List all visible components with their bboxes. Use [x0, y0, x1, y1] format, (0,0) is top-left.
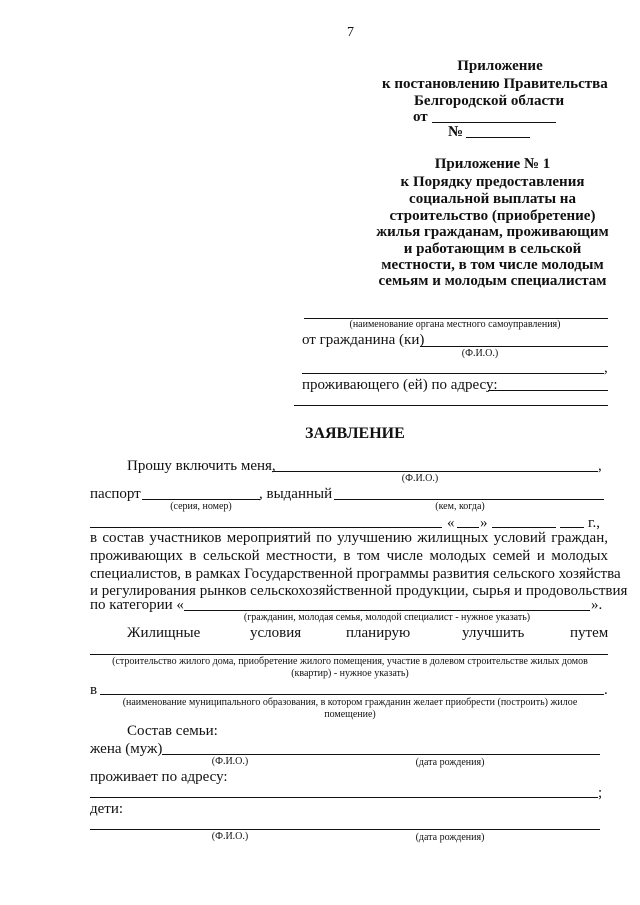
- period: .: [604, 682, 608, 698]
- address-label: проживающего (ей) по адресу:: [302, 377, 498, 393]
- address-line-2: [294, 405, 608, 406]
- paragraph-line: проживающих в сельской местности, в том числе молодых семей и молодых: [90, 548, 608, 564]
- appendix1-line: Приложение № 1: [434, 156, 551, 172]
- issuer-caption: (кем, когда): [435, 501, 485, 512]
- municipality-line: [100, 694, 604, 695]
- request-text: Прошу включить меня,: [127, 458, 276, 474]
- org-name-caption: (наименование органа местного самоуправления): [349, 319, 561, 330]
- appendix-line: Белгородской области: [414, 93, 565, 109]
- method-caption: (строительство жилого дома, приобретение жилого помещения, участие в долевом строительстве жилых домов: [112, 656, 588, 667]
- housing-word: путем: [570, 625, 609, 641]
- appendix-number-line: [466, 137, 530, 138]
- appendix1-line: и работающим в сельской: [403, 241, 582, 257]
- comma: ,: [598, 458, 602, 474]
- family-title: Состав семьи:: [127, 723, 218, 739]
- child-fio-caption: (Ф.И.О.): [211, 831, 249, 842]
- spouse-address-line: [90, 797, 598, 798]
- children-line: [90, 829, 600, 830]
- date-open-quote: «: [447, 515, 455, 531]
- fio-continuation-line: [302, 373, 604, 374]
- issued-label: , выданный: [259, 486, 333, 502]
- appendix-number-label: №: [448, 124, 464, 140]
- child-birth-caption: (дата рождения): [415, 832, 485, 843]
- appendix1-line: строительство (приобретение): [389, 208, 596, 224]
- housing-word: планирую: [346, 625, 411, 641]
- appendix-line: к постановлению Правительства: [382, 76, 608, 92]
- paragraph-line: и регулирования рынков сельскохозяйственной продукции, сырья и продовольствия: [90, 583, 628, 599]
- appendix1-line: местности, в том числе молодым: [381, 257, 604, 273]
- category-line: [184, 610, 590, 611]
- category-end: ».: [591, 597, 603, 613]
- issuer-line: [334, 499, 604, 500]
- from-citizen-label: от гражданина (ки): [302, 332, 425, 348]
- housing-word: улучшить: [462, 625, 525, 641]
- semicolon: ;: [598, 785, 603, 801]
- day-line: [457, 527, 479, 528]
- category-caption: (гражданин, молодая семья, молодой специалист - нужное указать): [243, 612, 531, 623]
- category-label: по категории «: [90, 597, 184, 613]
- comma: ,: [604, 360, 608, 376]
- appendix-title: Приложение: [457, 58, 543, 74]
- month-line: [492, 527, 556, 528]
- spouse-birth-caption: (дата рождения): [415, 757, 485, 768]
- spouse-fio-caption: (Ф.И.О.): [211, 756, 249, 767]
- appendix1-line: к Порядку предоставления: [400, 174, 585, 190]
- year-suffix: г.,: [588, 515, 600, 531]
- spouse-label: жена (муж): [90, 741, 163, 757]
- document-title: ЗАЯВЛЕНИЕ: [305, 425, 405, 442]
- municipality-caption: (наименование муниципального образования, в котором гражданин желает приобрести (построить) жилое: [122, 697, 578, 708]
- page-number: 7: [347, 25, 354, 40]
- appendix1-line: жилья гражданам, проживающим: [376, 224, 609, 240]
- applicant-fio-line: [272, 471, 598, 472]
- housing-word: Жилищные: [127, 625, 201, 641]
- passport-number-line: [142, 499, 260, 500]
- appendix-from-label: от: [413, 109, 428, 125]
- year-line: [560, 527, 584, 528]
- paragraph-line: специалистов, в рамках Государственной программы развития сельского хозяйства: [90, 566, 621, 582]
- appendix1-line: семьям и молодым специалистам: [378, 273, 607, 289]
- fio-caption: (Ф.И.О.): [461, 348, 499, 359]
- housing-word: условия: [250, 625, 302, 641]
- children-label: дети:: [90, 801, 124, 817]
- series-caption: (серия, номер): [170, 501, 232, 512]
- paragraph-line: в состав участников мероприятий по улучшению жилищных условий граждан,: [90, 530, 608, 546]
- spouse-address-label: проживает по адресу:: [90, 769, 228, 785]
- method-line: [90, 654, 608, 655]
- address-line: [488, 390, 608, 391]
- issuer-continuation-line: [90, 527, 442, 528]
- from-citizen-line: [420, 346, 608, 347]
- date-close-quote: »: [480, 515, 488, 531]
- passport-label: паспорт: [90, 486, 141, 502]
- municipality-caption: помещение): [324, 709, 376, 720]
- spouse-line: [162, 754, 600, 755]
- in-label: в: [90, 682, 98, 698]
- method-caption: (квартир) - нужное указать): [291, 668, 409, 679]
- appendix1-line: социальной выплаты на: [409, 191, 576, 207]
- fio-caption: (Ф.И.О.): [401, 473, 439, 484]
